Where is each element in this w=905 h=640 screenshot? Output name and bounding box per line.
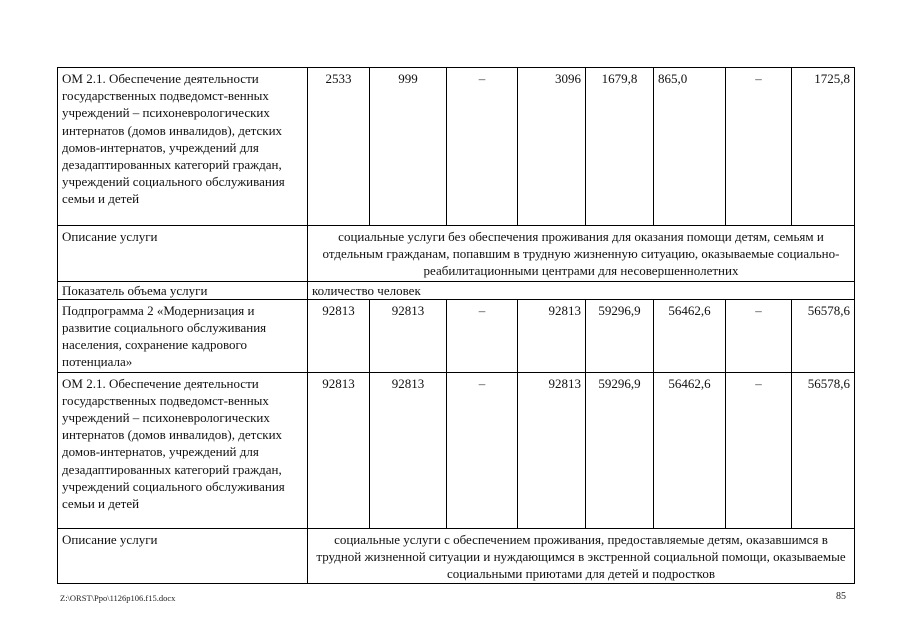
- table-row: [58, 299, 855, 372]
- value-cell: 1679,8: [586, 68, 654, 226]
- budget-table: [57, 67, 855, 584]
- value-cell: 56462,6: [654, 299, 726, 372]
- value-cell: 92813: [518, 299, 586, 372]
- table-row: [58, 68, 855, 226]
- row-name: ОМ 2.1. Обеспечение деятельности государственных подведомст-венных учреждений – психоневрологических интернатов (домов инвалидов), детских домов-интернатов, учреждений для дезадаптированных категорий граждан, учреждений социального обслуживания семьи и детей: [58, 372, 308, 528]
- service-description: социальные услуги без обеспечения проживания для оказания помощи детям, семьям и отдельным гражданам, попавшим в трудную жизненную ситуацию, оказываемые социально-реабилитационными центрами для несовершеннолетних: [308, 226, 855, 282]
- value-cell: –: [447, 68, 518, 226]
- value-cell: 1725,8: [792, 68, 855, 226]
- value-cell: –: [726, 372, 792, 528]
- value-cell: 3096: [518, 68, 586, 226]
- value-cell: 56578,6: [792, 372, 855, 528]
- value-cell: –: [726, 68, 792, 226]
- value-cell: –: [447, 372, 518, 528]
- table-row: [58, 528, 855, 584]
- value-cell: –: [726, 299, 792, 372]
- value-cell: 2533: [308, 68, 370, 226]
- value-cell: 92813: [370, 299, 447, 372]
- value-cell: 92813: [308, 372, 370, 528]
- row-label: Описание услуги: [58, 528, 308, 584]
- row-name: Подпрограмма 2 «Модернизация и развитие социального обслуживания населения, сохранение кадрового потенциала»: [58, 299, 308, 372]
- value-cell: 56462,6: [654, 372, 726, 528]
- row-label: Показатель объема услуги: [58, 281, 308, 299]
- value-cell: 59296,9: [586, 299, 654, 372]
- file-path: Z:\ORST\Ppo\1126p106.f15.docx: [60, 593, 176, 603]
- row-name: ОМ 2.1. Обеспечение деятельности государственных подведомст-венных учреждений – психоневрологических интернатов (домов инвалидов), детских домов-интернатов, учреждений для дезадаптированных категорий граждан, учреждений социального обслуживания семьи и детей: [58, 68, 308, 226]
- page-number: 85: [836, 591, 846, 602]
- service-description: социальные услуги с обеспечением проживания, предоставляемые детям, оказавшимся в трудной жизненной ситуации и нуждающимся в экстренной социальной помощи, оказываемые социальными приютами для детей и подростков: [308, 528, 855, 584]
- value-cell: 92813: [518, 372, 586, 528]
- value-cell: 92813: [308, 299, 370, 372]
- volume-unit: количество человек: [308, 281, 855, 299]
- value-cell: 999: [370, 68, 447, 226]
- table-row: [58, 281, 855, 299]
- value-cell: 59296,9: [586, 372, 654, 528]
- value-cell: 92813: [370, 372, 447, 528]
- table-row: [58, 372, 855, 528]
- value-cell: 865,0: [654, 68, 726, 226]
- table-row: [58, 226, 855, 282]
- value-cell: 56578,6: [792, 299, 855, 372]
- row-label: Описание услуги: [58, 226, 308, 282]
- value-cell: –: [447, 299, 518, 372]
